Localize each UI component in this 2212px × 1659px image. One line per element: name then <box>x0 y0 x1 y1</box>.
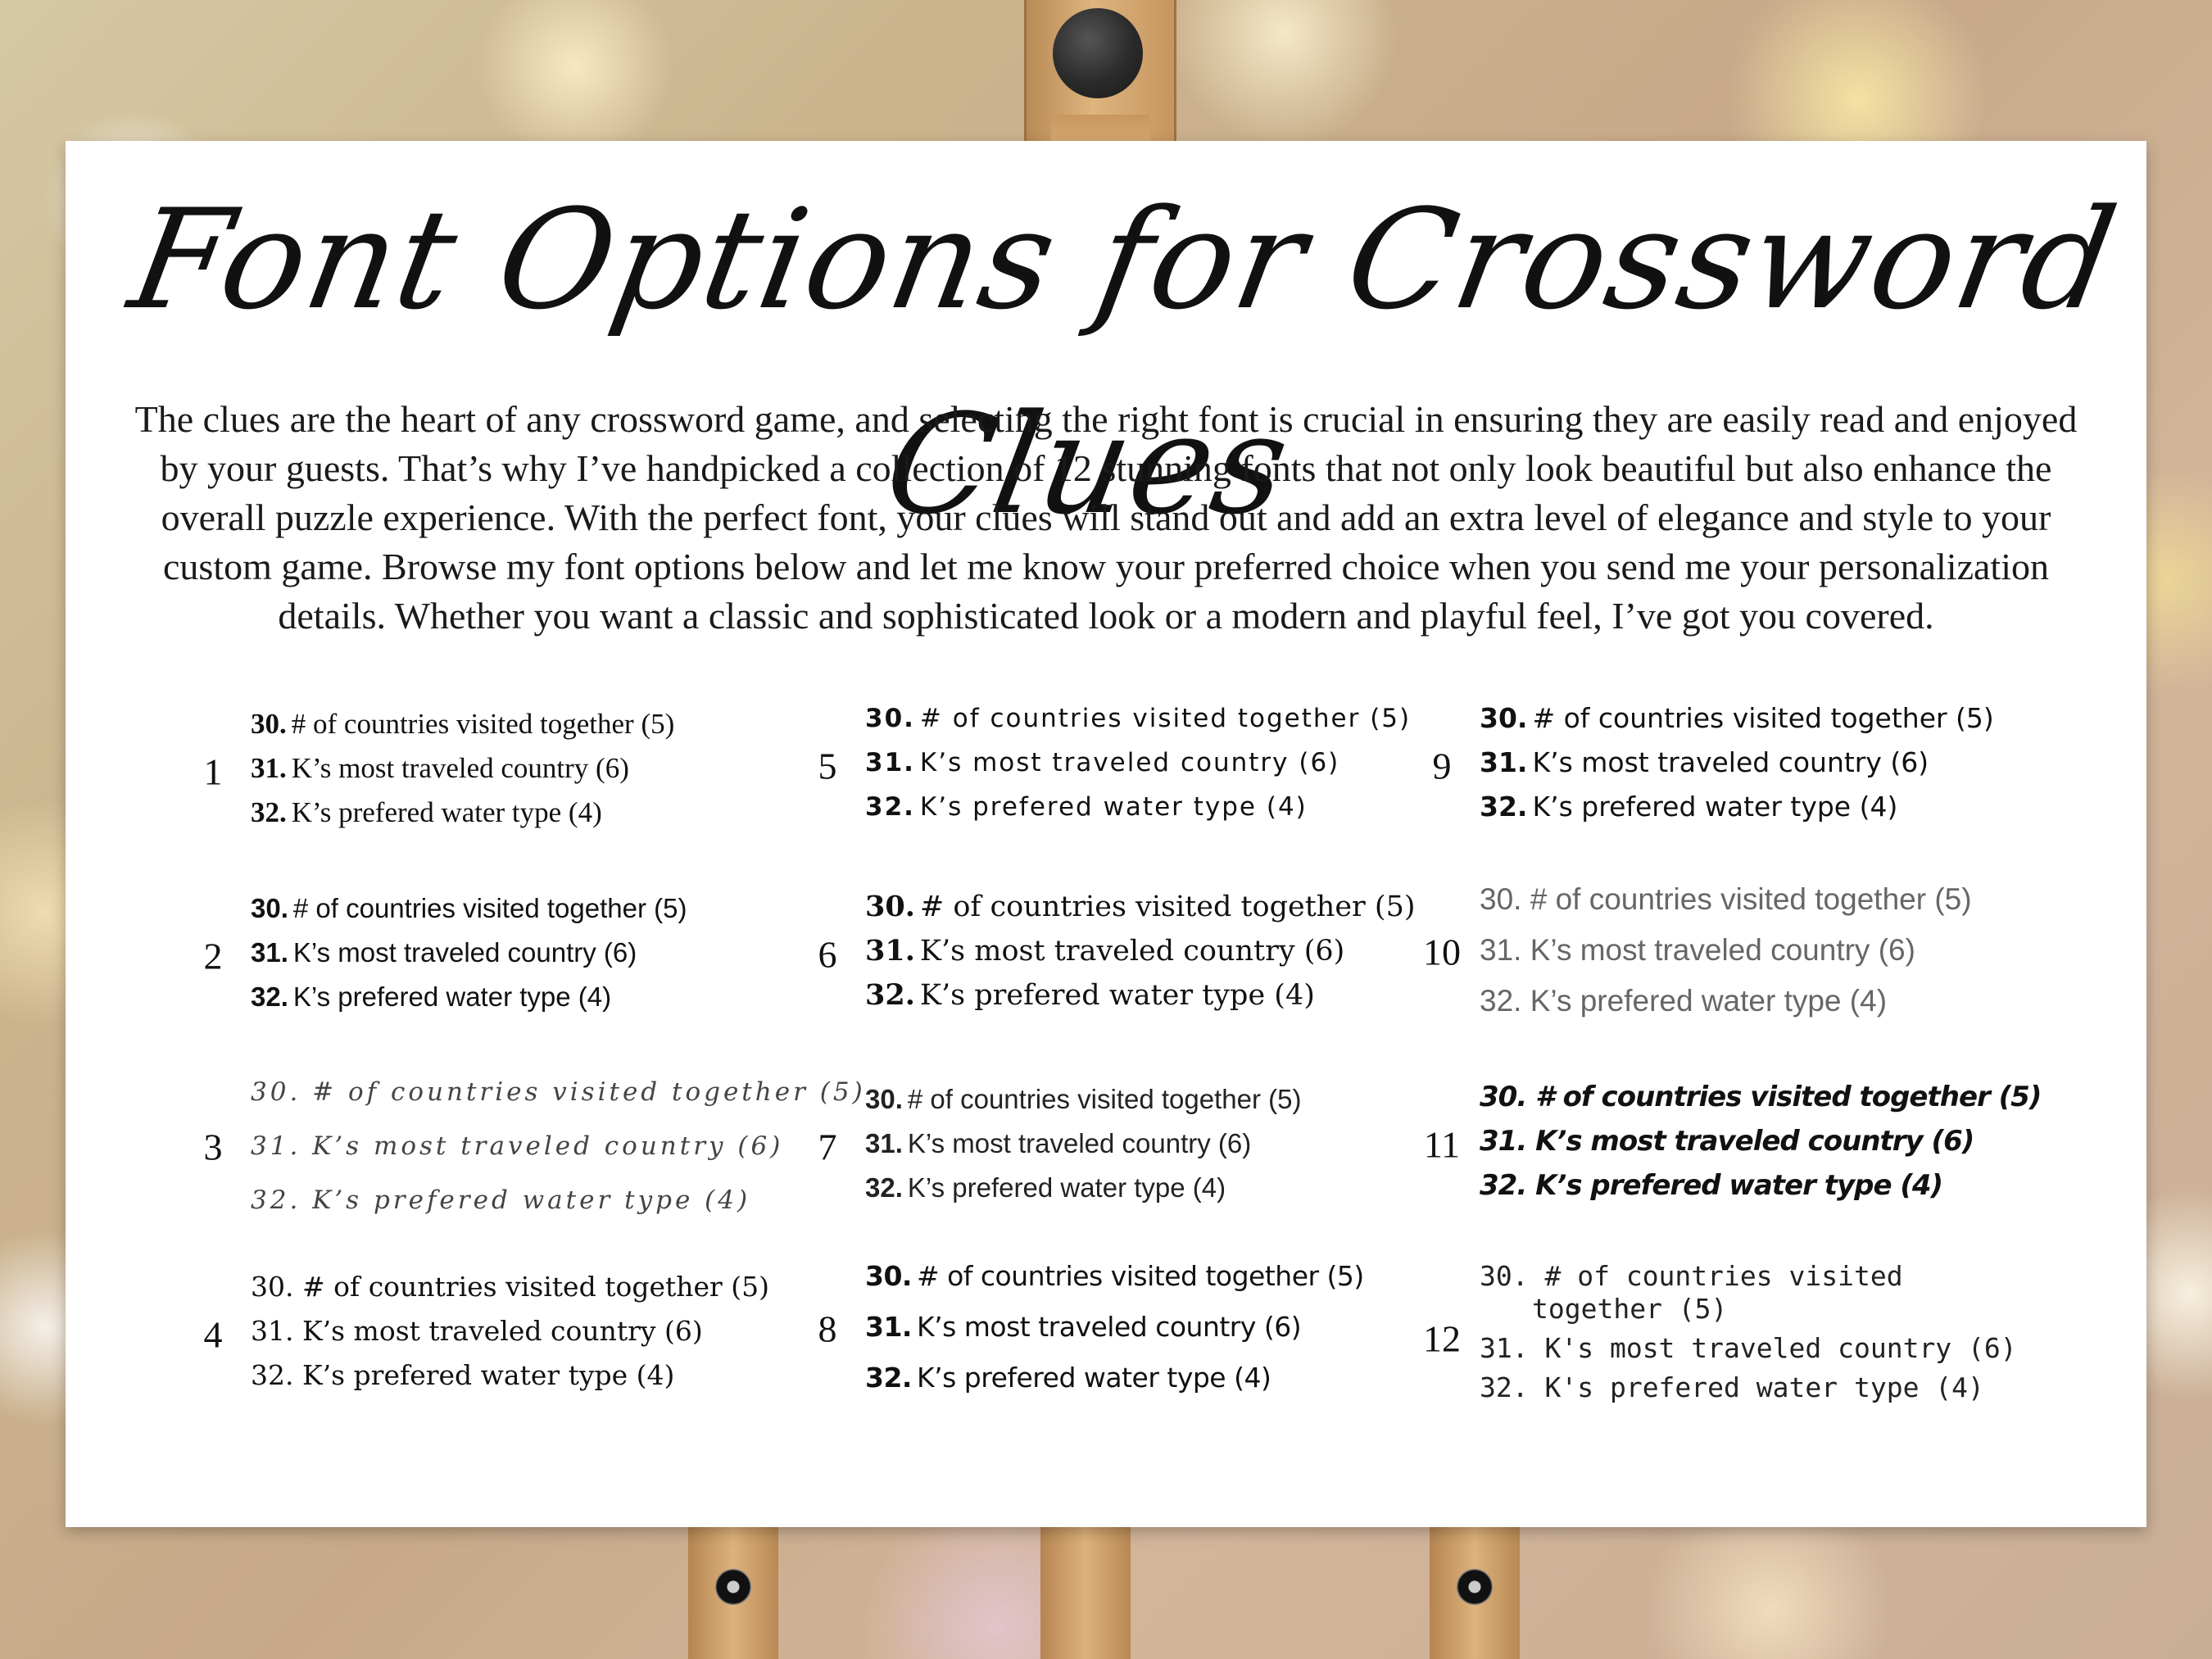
option-number: 5 <box>818 745 837 787</box>
clue-32: 32. K’s prefered water type (4) <box>865 978 1315 1012</box>
clue-30: 30. # of countries visited together (5) <box>865 890 1416 923</box>
clue-31: 31. K’s most traveled country (6) <box>865 748 1340 777</box>
easel-bolt <box>715 1569 751 1605</box>
option-number: 1 <box>203 750 223 793</box>
clue-30: 30. # of countries visited together (5) <box>1480 1081 2042 1113</box>
clue-31: 31. K's most traveled country (6) <box>1480 1332 2017 1364</box>
clue-32: 32. K’s prefered water type (4) <box>1480 791 1898 823</box>
clue-30: 30. # of countries visited together (5) <box>865 1260 1364 1292</box>
easel-leg-left <box>688 1524 778 1659</box>
clue-31: 31. K’s most traveled country (6) <box>1480 933 1915 967</box>
clue-32: 32. K’s prefered water type (4) <box>251 1185 751 1215</box>
option-number: 2 <box>203 935 223 977</box>
option-number: 3 <box>203 1126 223 1168</box>
clue-32: 32. K's prefered water type (4) <box>1480 1371 1984 1403</box>
clue-32: 32. K’s prefered water type (4) <box>1480 1169 1943 1202</box>
clue-30: 30. # of countries visited together (5) <box>1480 1260 1903 1325</box>
easel-leg-right <box>1430 1524 1520 1659</box>
clue-30: 30. # of countries visited together (5) <box>251 708 675 740</box>
clue-30: 30. # of countries visited together (5) <box>251 1077 866 1107</box>
clue-30: 30. # of countries visited together (5) <box>1480 702 1994 734</box>
clue-30: 30. # of countries visited together (5) <box>251 1271 770 1303</box>
clue-31: 31. K’s most traveled country (6) <box>865 934 1345 968</box>
option-number: 9 <box>1432 745 1452 787</box>
clue-32: 32. K’s prefered water type (4) <box>865 1172 1226 1203</box>
option-number: 12 <box>1423 1317 1461 1360</box>
option-number: 4 <box>203 1313 223 1356</box>
clue-31: 31. K’s most traveled country (6) <box>251 937 637 968</box>
option-number: 7 <box>818 1126 837 1168</box>
easel-leg-center <box>1040 1524 1131 1659</box>
clue-30: 30. # of countries visited together (5) <box>251 893 687 923</box>
page-title: Font Options for Crossword Clues <box>120 179 2129 545</box>
intro-paragraph: The clues are the heart of any crossword game, and selecting the right font is crucial in ensuring they are easily read and enjoyed by your guests. That’s why I’ve handpicked a collection of 12 stunning fonts that not only look beautiful but also enhance the overall puzzle experience. With the perfect font, your clues will stand out and add an extra level of elegance and style to your custom game. Browse my font options below and let me know your preferred choice when you send me your personalization details. Whether you want a classic and sophisticated look or a modern and playful feel, I’ve got you covered. <box>134 398 2078 637</box>
option-number: 8 <box>818 1308 837 1350</box>
option-number: 6 <box>818 933 837 976</box>
clue-30: 30. # of countries visited together (5) <box>1480 882 1972 916</box>
clue-31: 31. K’s most traveled country (6) <box>251 752 629 784</box>
easel-knob <box>1053 8 1143 98</box>
clue-31: 31. K’s most traveled country (6) <box>251 1315 703 1347</box>
clue-30: 30. # of countries visited together (5) <box>865 1084 1302 1114</box>
clue-31: 31. K’s most traveled country (6) <box>1480 1125 1974 1158</box>
clue-30: 30. # of countries visited together (5) <box>865 704 1412 733</box>
clue-32: 32. K’s prefered water type (4) <box>251 1359 675 1391</box>
option-number: 10 <box>1423 931 1461 973</box>
clue-32: 32. K’s prefered water type (4) <box>865 1362 1271 1394</box>
clue-31: 31. K’s most traveled country (6) <box>1480 746 1929 778</box>
clue-31: 31. K’s most traveled country (6) <box>251 1131 784 1161</box>
clue-31: 31. K’s most traveled country (6) <box>865 1311 1302 1343</box>
clue-32: 32. K’s prefered water type (4) <box>251 981 612 1012</box>
easel-bolt <box>1457 1569 1493 1605</box>
option-number: 11 <box>1423 1123 1461 1166</box>
clue-31: 31. K’s most traveled country (6) <box>865 1128 1252 1158</box>
clue-32: 32. K’s prefered water type (4) <box>251 796 602 828</box>
clue-32: 32. K’s prefered water type (4) <box>865 792 1308 822</box>
display-board <box>66 141 2146 1527</box>
clue-32: 32. K’s prefered water type (4) <box>1480 984 1888 1018</box>
